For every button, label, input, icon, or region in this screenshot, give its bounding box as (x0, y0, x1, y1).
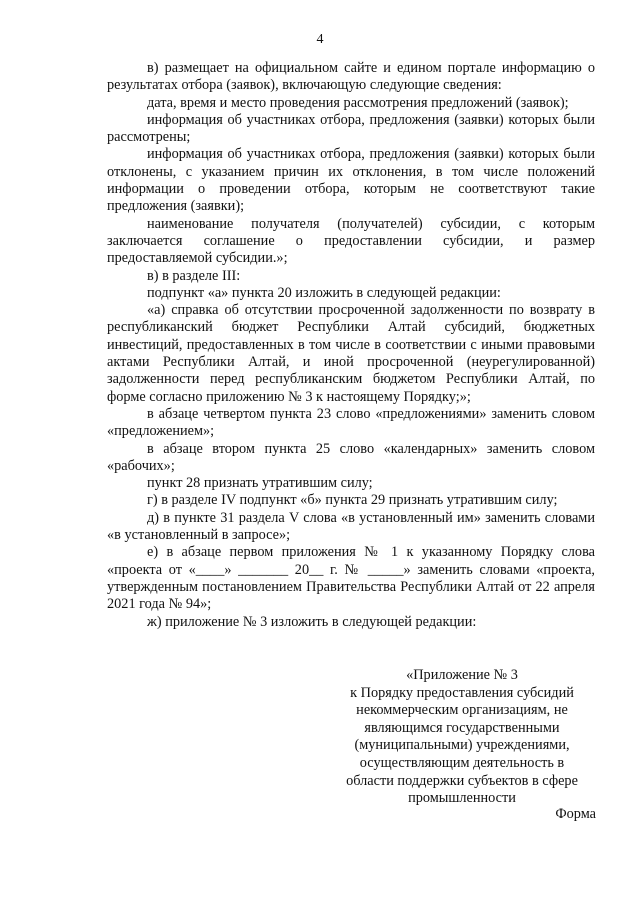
page-number: 4 (316, 32, 324, 47)
form-label: Форма (555, 806, 596, 822)
annex-line: (муниципальными) учреждениями, (354, 737, 570, 754)
annex-line: промышленности (408, 790, 516, 807)
document-body (107, 60, 595, 631)
paragraph: «а) справка об отсутствии просроченной задолженности по возврату в республиканский бюджет Республики Алтай субсидий, бюджетных инвестиций, предоставленных в том числе в соответствии с иными правовыми актами Республики Алтай, и иной просроченной (неурегулированной) задолженности перед республиканским бюджетом Республики Алтай, по форме согласно приложению № 3 к настоящему Порядку;»; (107, 302, 595, 405)
paragraph: в абзаце четвертом пункта 23 слово «предложениями» заменить словом «предложением»; (107, 405, 595, 440)
paragraph: в) размещает на официальном сайте и едином портале информацию о результатах отбора (заявок), включающую следующие сведения: (107, 60, 595, 94)
annex-line: «Приложение № 3 (406, 667, 518, 683)
annex-heading (332, 667, 592, 808)
annex-line: осуществляющим деятельность в (359, 754, 565, 771)
paragraph: ж) приложение № 3 изложить в следующей редакции: (147, 613, 477, 630)
paragraph: наименование получателя (получателей) субсидии, с которым заключается соглашение о предоставлении субсидии, и размер предоставляемой субсидии.»; (107, 215, 595, 267)
paragraph: д) в пункте 31 раздела V слова «в установленный им» заменить словами «в установленный в запросе»; (107, 509, 595, 544)
annex-line: к Порядку предоставления субсидий (350, 684, 574, 701)
annex-line: некоммерческим организациям, не (356, 702, 568, 719)
paragraph: в абзаце втором пункта 25 слово «календарных» заменить словом «рабочих»; (107, 440, 595, 474)
paragraph: пункт 28 признать утратившим силу; (147, 475, 373, 492)
paragraph: дата, время и место проведения рассмотрения предложений (заявок); (147, 94, 569, 111)
annex-line: области поддержки субъектов в сфере (346, 772, 578, 789)
paragraph: информация об участниках отбора, предложения (заявки) которых были отклонены, с указанием причин их отклонения, в том числе положений информации о проведении отбора, которым не соответствуют такие предложения (заявки); (107, 146, 595, 215)
paragraph: подпункт «а» пункта 20 изложить в следующей редакции: (147, 284, 501, 301)
paragraph: информация об участниках отбора, предложения (заявки) которых были рассмотрены; (107, 111, 595, 146)
annex-line: являющимся государственными (364, 719, 560, 736)
paragraph: г) в разделе IV подпункт «б» пункта 29 признать утратившим силу; (147, 492, 558, 509)
paragraph: е) в абзаце первом приложения № 1 к указанному Порядку слова «проекта от «____» _______ 20__ г. № _____» заменить словами «проекта, утвержденным постановлением Правительства Республики Алтай от 22 апреля 2021 года № 94»; (107, 544, 595, 613)
paragraph: в) в разделе III: (147, 267, 241, 284)
